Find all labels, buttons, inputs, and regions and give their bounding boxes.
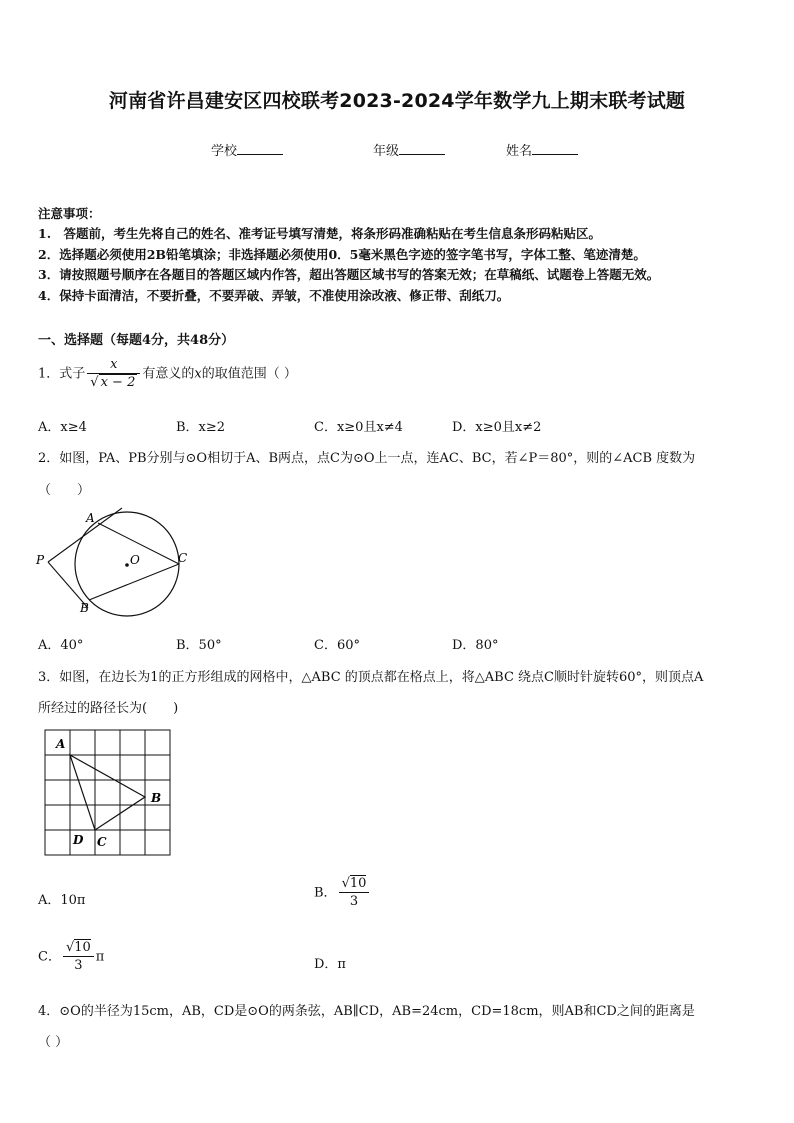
q3-option-a[interactable]: A．10π: [38, 893, 86, 908]
q2-tangent-circle-figure: [32, 502, 202, 622]
notice-heading: 注意事项：: [38, 206, 101, 221]
label-c: C: [97, 835, 107, 849]
q1-option-d[interactable]: D．x≥0且x≠2: [452, 420, 542, 435]
q2-stem: 2．如图，PA、PB分别与⊙O相切于A、B两点，点C为⊙O上一点，连AC、BC，若∠P＝80°，则的∠ACB 度数为: [38, 451, 696, 466]
option-b-radicand: 10: [349, 876, 367, 891]
label-d: D: [73, 833, 84, 847]
q1-frac-numerator: x: [110, 357, 118, 372]
page-title: 河南省许昌建安区四校联考2023-2024学年数学九上期末联考试题: [108, 90, 686, 112]
question-1: [38, 357, 297, 391]
notice-item: 4．保持卡面清洁，不要折叠，不要弄破、弄皱，不准使用涂改液、修正带、刮纸刀。: [38, 288, 510, 303]
q3-option-b-label: B．: [314, 885, 337, 901]
q2-option-b[interactable]: B．50°: [176, 638, 222, 653]
notice-item: 2．选择题必须使用2B铅笔填涂；非选择题必须使用0．5毫米黑色字迹的签字笔书写，字体工整、笔迹清楚。: [38, 247, 646, 262]
q2-option-a[interactable]: A．40°: [38, 638, 84, 653]
name-field: [506, 140, 578, 159]
q4-stem: 4．⊙O的半径为15cm，AB，CD是⊙O的两条弦，AB∥CD，AB=24cm，CD=18cm，则AB和CD之间的距离是: [38, 1004, 695, 1019]
q1-suffix-a: 有意义的: [142, 366, 195, 382]
q3-stem-line2: 所经过的路径长为( ): [38, 701, 179, 716]
q2-option-c[interactable]: C．60°: [314, 638, 360, 653]
chord-bc: [89, 564, 179, 600]
option-c-denominator: 3: [63, 956, 94, 974]
sqrt-symbol: √10: [65, 940, 91, 955]
grade-label: 年级: [373, 144, 400, 159]
grade-blank[interactable]: [399, 142, 445, 155]
q1-option-b[interactable]: B．x≥2: [176, 420, 226, 435]
q3-option-d[interactable]: D．π: [314, 957, 346, 972]
notice-item: 1. 答题前，考生先将自己的姓名、准考证号填写清楚，将条形码准确粘贴在考生信息条形码粘贴区。: [38, 226, 602, 241]
q3-option-c[interactable]: [38, 940, 104, 974]
label-b: B: [151, 791, 162, 805]
q1-var: x: [194, 366, 202, 382]
notice-item: 3．请按照题号顺序在各题目的答题区域内作答，超出答题区域书写的答案无效；在草稿纸、试题卷上答题无效。: [38, 267, 660, 282]
q1-option-c[interactable]: C．x≥0且x≠4: [314, 420, 403, 435]
school-blank[interactable]: [237, 142, 283, 155]
label-p: P: [36, 553, 45, 567]
label-a: A: [56, 737, 66, 751]
label-a: A: [86, 511, 95, 525]
sqrt-symbol: √ x − 2: [90, 375, 136, 390]
q3-option-b[interactable]: [314, 876, 371, 910]
name-blank[interactable]: [532, 142, 578, 155]
option-b-denominator: 3: [339, 892, 370, 910]
q1-option-a[interactable]: A．x≥4: [38, 420, 87, 435]
label-c: C: [178, 551, 188, 565]
q1-suffix-b: 的取值范围（ ）: [201, 366, 297, 382]
name-label: 姓名: [506, 144, 533, 159]
label-o: O: [130, 553, 140, 567]
label-b: B: [80, 601, 89, 615]
sqrt-symbol: √10: [341, 876, 367, 891]
q3-option-b-fraction: [339, 876, 370, 910]
section-heading: 一、选择题（每题4分，共48分）: [38, 333, 235, 348]
q1-radicand: x − 2: [100, 375, 136, 390]
q3-option-c-fraction: [63, 940, 94, 974]
school-field: [211, 140, 283, 159]
q4-stem-paren: （ ）: [38, 1035, 69, 1050]
triangle-abc: [70, 755, 145, 830]
q3-option-c-label: C．: [38, 949, 61, 965]
school-label: 学校: [211, 144, 238, 159]
q1-prefix: 1．式子: [38, 366, 86, 382]
q1-frac-denominator: [87, 373, 140, 391]
center-point: [125, 563, 129, 567]
grade-field: [373, 140, 445, 159]
q2-stem-paren: （ ）: [38, 483, 91, 498]
option-c-radicand: 10: [74, 940, 91, 955]
option-c-pi: π: [95, 949, 105, 965]
q1-fraction: [87, 357, 140, 391]
q3-stem: 3．如图，在边长为1的正方形组成的网格中，△ABC 的顶点都在格点上，将△ABC 绕点C顺时针旋转60°，则顶点A: [38, 670, 704, 685]
tangent-pa: [48, 508, 122, 562]
q3-grid-figure: [44, 729, 174, 859]
q2-option-d[interactable]: D．80°: [452, 638, 499, 653]
